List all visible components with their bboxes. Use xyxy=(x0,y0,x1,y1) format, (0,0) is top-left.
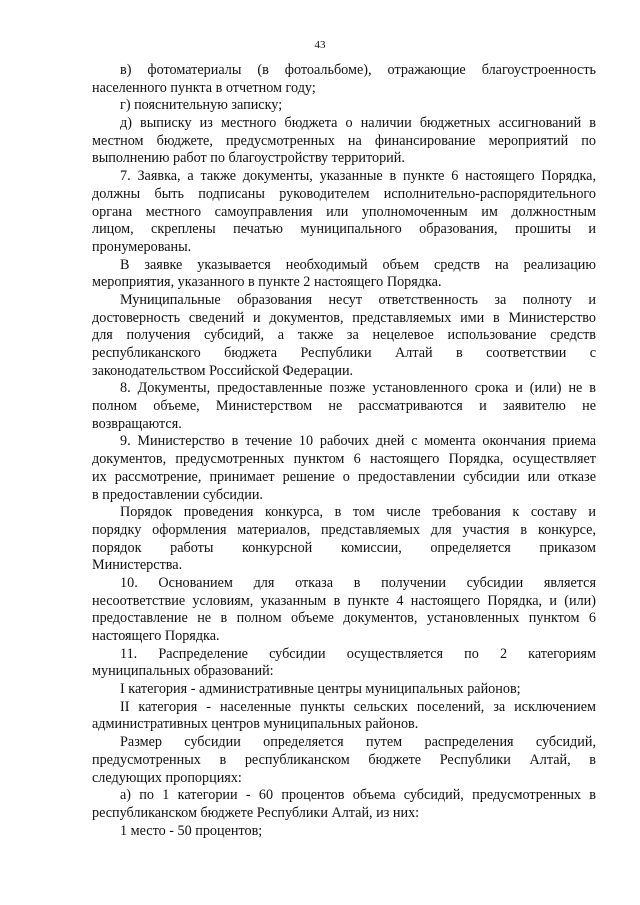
text-line: 7. Заявка, а также документы, указанные в пункте 6 настоящего Порядка, xyxy=(120,168,596,185)
text-line: местном бюджете, предусмотренных на финансирование мероприятий по xyxy=(92,132,596,149)
text-line: административных центров муниципальных районов. xyxy=(92,716,419,733)
text-line: выполнению работ по благоустройству территорий. xyxy=(92,150,405,167)
text-line: порядок работы конкурсной комиссии, определяется приказом xyxy=(92,539,596,556)
text-line: следующих пропорциях: xyxy=(92,769,242,786)
text-line: республиканского бюджета Республики Алтай в соответствии с xyxy=(92,345,596,361)
text-line: Министерства. xyxy=(92,557,183,574)
text-line: В заявке указывается необходимый объем средств на реализацию xyxy=(120,256,596,273)
text-line: Размер субсидии определяется путем распределения субсидий, xyxy=(120,734,596,751)
text-line: 11. Распределение субсидии осуществляется по 2 категориям xyxy=(120,645,596,662)
text-line: д) выписку из местного бюджета о наличии бюджетных ассигнований в xyxy=(120,115,596,132)
text-line: достоверность сведений и документов, представляемых ими в Министерство xyxy=(92,309,596,326)
text-line: их рассмотрение, принимает решение о предоставлении субсидии или отказе xyxy=(92,468,596,485)
page-number: 43 xyxy=(314,39,326,51)
text-line: органа местного самоуправления или уполномоченным им должностным xyxy=(92,203,596,220)
text-line: для получения субсидий, а также за нецелевое использование средств xyxy=(92,327,596,344)
text-line: 9. Министерство в течение 10 рабочих дней с момента окончания приема xyxy=(120,433,596,450)
text-line: предусмотренных в республиканском бюджете Республики Алтай, в xyxy=(92,751,596,768)
text-line: пронумерованы. xyxy=(92,238,192,255)
text-line: законодательством Российской Федерации. xyxy=(92,362,354,379)
body-text xyxy=(92,62,596,840)
text-line: Муниципальные образования несут ответственность за полноту и xyxy=(120,291,596,308)
text-line: 1 место - 50 процентов; xyxy=(120,822,263,839)
text-line: I категория - административные центры муниципальных районов; xyxy=(120,681,521,698)
text-line: II категория - населенные пункты сельских поселений, за исключением xyxy=(120,698,596,715)
text-line: порядку оформления материалов, представляемых для участия в конкурсе, xyxy=(92,521,596,538)
text-line: Порядок проведения конкурса, в том числе требования к составу и xyxy=(120,504,596,521)
text-line: 8. Документы, предоставленные позже установленного срока и (или) не в xyxy=(120,380,596,397)
text-line: муниципальных образований: xyxy=(92,663,274,680)
text-line: а) по 1 категории - 60 процентов объема субсидий, предусмотренных в xyxy=(120,787,596,804)
text-line: в предоставлении субсидии. xyxy=(92,486,263,503)
text-line: документов, предусмотренных пунктом 6 настоящего Порядка, осуществляет xyxy=(92,451,596,468)
text-line: возвращаются. xyxy=(92,415,182,432)
text-line: республиканском бюджете Республики Алтай, из них: xyxy=(92,804,420,821)
text-line: настоящего Порядка. xyxy=(92,628,220,644)
text-line: должны быть подписаны руководителем исполнительно-распорядительного xyxy=(92,185,596,202)
text-line: полном объеме, Министерством не рассматриваются и заявителю не xyxy=(92,398,596,415)
text-line: предоставление не в полном объеме документов, установленных пунктом 6 xyxy=(92,610,596,627)
text-line: населенного пункта в отчетном году; xyxy=(92,79,316,96)
text-line: 10. Основанием для отказа в получении субсидии является xyxy=(120,574,596,591)
text-line: лицом, скреплены печатью муниципального образования, прошиты и xyxy=(92,221,596,238)
text-line: в) фотоматериалы (в фотоальбоме), отражающие благоустроенность xyxy=(120,62,596,78)
text-line: мероприятия, указанного в пункте 2 настоящего Порядка. xyxy=(92,274,442,291)
text-line: несоответствие условиям, указанным в пункте 4 настоящего Порядка, и (или) xyxy=(92,592,596,609)
text-line: г) пояснительную записку; xyxy=(120,97,283,114)
